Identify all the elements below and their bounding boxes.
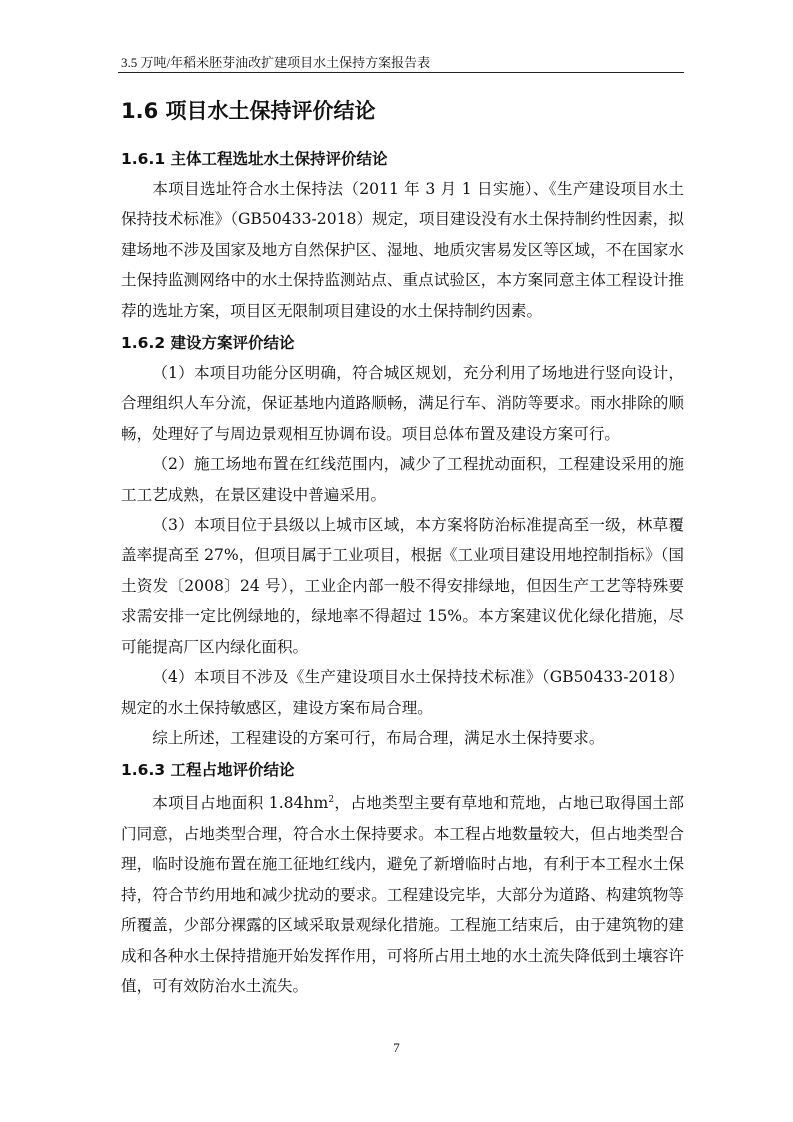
paragraph-plan-summary: 综上所述，工程建设的方案可行，布局合理，满足水土保持要求。 [152, 728, 605, 747]
land-occupation-text: ，占地类型主要有草地和荒地，占地已取得国土部门同意，占地类型合理，符合水土保持要求。本工程占地数量较大，但占地类型合理，临时设施布置在施工征地红线内，避免了新增临时占地，有利于本工程水土保持，符合节约用地和减少扰动的要求。工程建设完毕，大部分为道路、构建筑物等所覆盖，少部分裸露的区域采取景观绿化措施。工程施工结束后，由于建筑物的建成和各种水土保持措施开始发挥作用，可将所占用土地的水土流失降低到土壤容许值，可有效防治水土流失。 [121, 794, 684, 995]
page-number: 7 [393, 1040, 400, 1055]
subsection-heading-1-6-3: 1.6.3 工程占地评价结论 [121, 761, 295, 780]
paragraph-plan-item-1: （1）本项目功能分区明确，符合城区规划，充分利用了场地进行竖向设计，合理组织人车分流，保证基地内道路顺畅，满足行车、消防等要求。雨水排除的顺畅，处理好了与周边景观相互协调布设。项目总体布置及建设方案可行。 [121, 364, 684, 443]
page-content [121, 90, 684, 1001]
subsection-heading-1-6-2: 1.6.2 建设方案评价结论 [121, 334, 295, 353]
subsection-heading-1-6-1: 1.6.1 主体工程选址水土保持评价结论 [121, 150, 388, 168]
paragraph-land-occupation [121, 785, 684, 1001]
paragraph-site-selection: 本项目选址符合水土保持法（2011 年 3 月 1 日实施）、《生产建设项目水土保持技术标准》（GB50433-2018）规定，项目建设没有水土保持制约性因素，拟建场地不涉及国家及地方自然保护区、湿地、地质灾害易发区等区域，不在国家水土保持监测网络中的水土保持监测站点、重点试验区，本方案同意主体工程设计推荐的选址方案，项目区无限制项目建设的水土保持制约因素。 [121, 180, 684, 320]
section-title: 1.6 项目水土保持评价结论 [121, 99, 376, 123]
superscript-2: 2 [328, 795, 335, 806]
paragraph-plan-item-3: （3）本项目位于县级以上城市区域，本方案将防治标准提高至一级，林草覆盖率提高至 27%，但项目属于工业项目，根据《工业项目建设用地控制指标》（国土资发〔2008〕24 号），工业企内部一般不得安排绿地，但因生产工艺等特殊要求需安排一定比例绿地的，绿地率不得超过 15%。本方案建议优化绿化措施，尽可能提高厂区内绿化面积。 [121, 516, 684, 656]
header-rule [118, 72, 684, 73]
land-area-text: 本项目占地面积 1.84hm [152, 794, 329, 813]
paragraph-plan-item-2: （2）施工场地布置在红线范围内，减少了工程扰动面积，工程建设采用的施工工艺成熟，在景区建设中普遍采用。 [121, 455, 684, 504]
running-header: 3.5 万吨/年稻米胚芽油改扩建项目水土保持方案报告表 [121, 55, 431, 70]
paragraph-plan-item-4: （4）本项目不涉及《生产建设项目水土保持技术标准》（GB50433-2018）规定的水土保持敏感区，建设方案布局合理。 [121, 668, 684, 717]
